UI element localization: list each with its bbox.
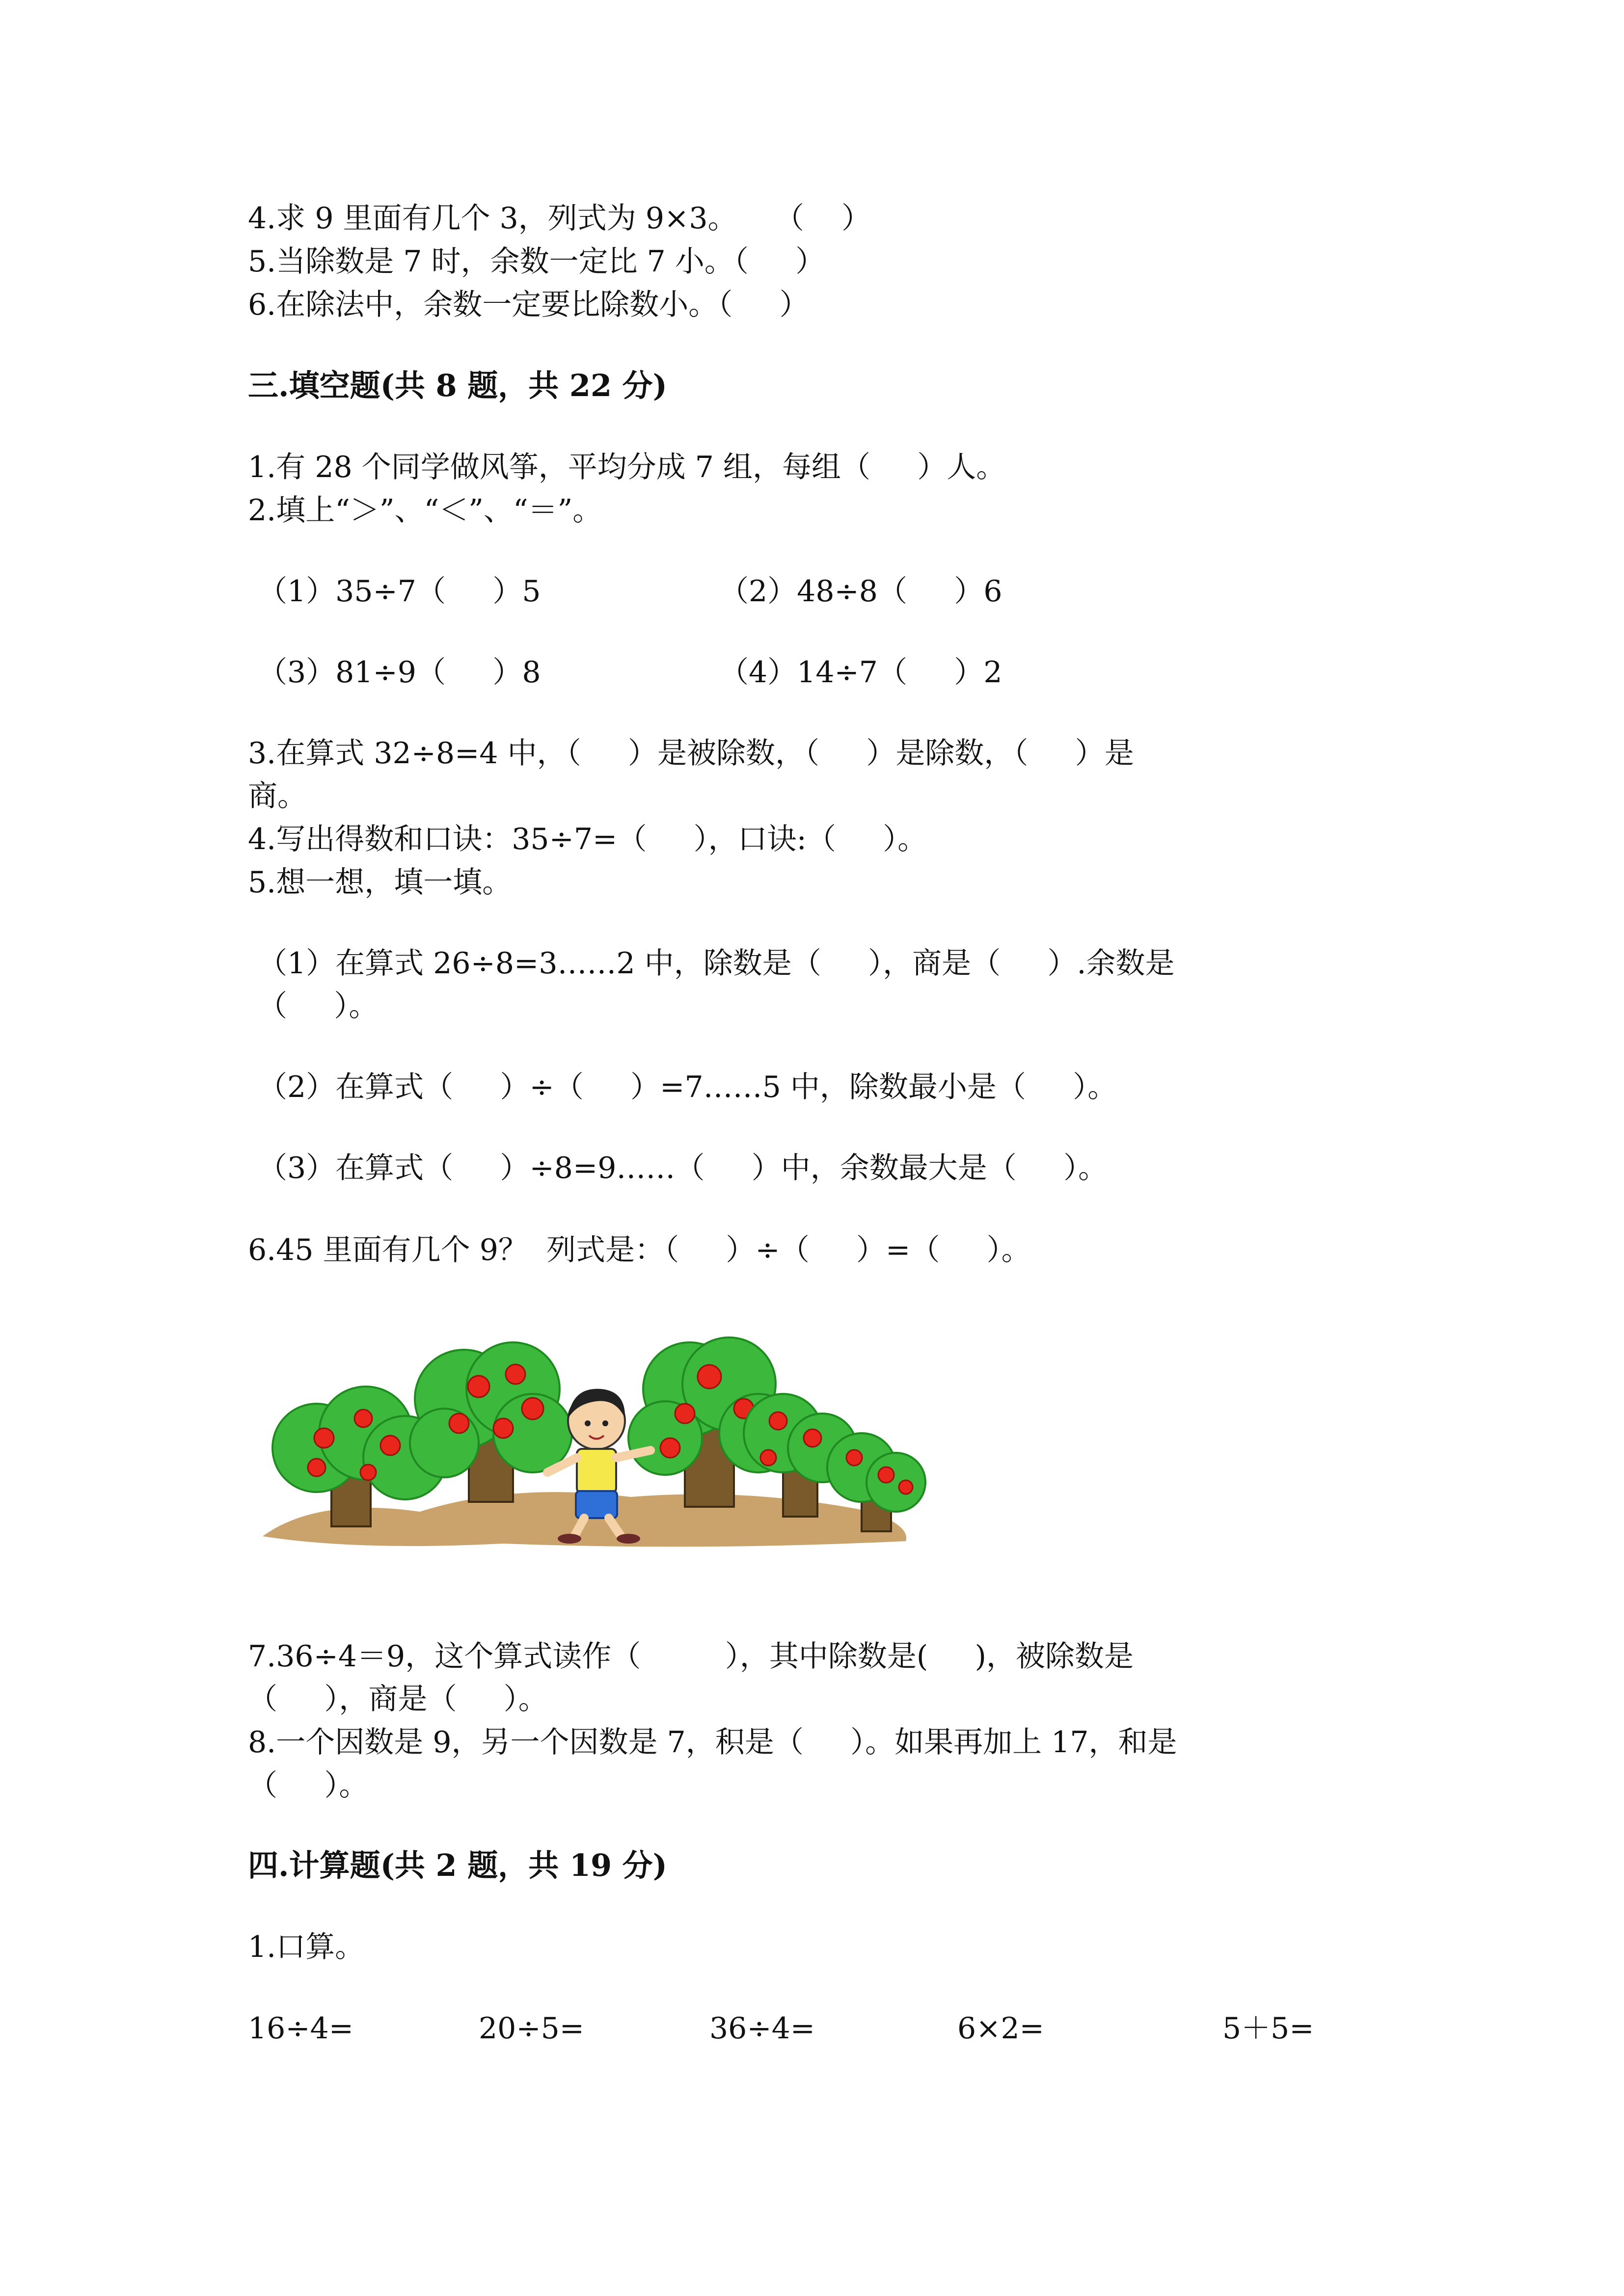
fill-q3-line2: 商。: [248, 779, 307, 813]
fill-q5-part2: （2）在算式（ ）÷（ ）=7……5 中，除数最小是（ ）。: [258, 1070, 1117, 1104]
mental-math-4: 6×2=: [957, 2011, 1044, 2046]
fill-q7-line2: （ ），商是（ ）。: [248, 1682, 548, 1716]
judge-item-6: 6.在除法中，余数一定要比除数小。（ ）: [248, 288, 809, 322]
fill-q5-part3: （3）在算式（ ）÷8=9……（ ）中，余数最大是（ ）。: [258, 1151, 1108, 1185]
mental-math-3: 36÷4=: [709, 2011, 815, 2046]
fill-q5-part1-line2: （ ）。: [258, 989, 379, 1023]
fill-q8-line2: （ ）。: [248, 1768, 369, 1803]
fill-q3-line1: 3.在算式 32÷8=4 中，（ ）是被除数，（ ）是除数，（ ）是: [248, 736, 1134, 771]
judge-item-4: 4.求 9 里面有几个 3，列式为 9×3。 （ ）: [248, 201, 871, 236]
fill-q8-line1: 8.一个因数是 9，另一个因数是 7，积是（ ）。如果再加上 17，和是: [248, 1725, 1177, 1760]
judge-item-5: 5.当除数是 7 时，余数一定比 7 小。（ ）: [248, 244, 825, 279]
mental-math-2: 20÷5=: [479, 2011, 585, 2046]
section-3-title: 三.填空题(共 8 题，共 22 分): [248, 368, 668, 403]
fill-q6: 6.45 里面有几个 9？ 列式是：（ ）÷（ ）=（ ）。: [248, 1233, 1031, 1267]
fill-q1: 1.有 28 个同学做风筝，平均分成 7 组，每组（ ）人。: [248, 450, 1006, 484]
mental-math-5: 5＋5=: [1222, 2011, 1314, 2046]
compare-2: （2）48÷8（ ）6: [719, 574, 1002, 609]
section-4-title: 四.计算题(共 2 题，共 19 分): [248, 1847, 668, 1883]
fill-q5-part1-line1: （1）在算式 26÷8=3……2 中，除数是（ ），商是（ ）.余数是: [258, 946, 1175, 981]
compare-1: （1）35÷7（ ）5: [258, 574, 541, 609]
fill-q4: 4.写出得数和口诀：35÷7=（ ），口诀:（ ）。: [248, 822, 927, 856]
compare-4: （4）14÷7（ ）2: [719, 655, 1002, 690]
fill-q2: 2.填上“＞”、“＜”、“＝”。: [248, 493, 602, 528]
compare-3: （3）81÷9（ ）8: [258, 655, 541, 690]
fill-q5: 5.想一想，填一填。: [248, 865, 512, 900]
apple-orchard-illustration: [258, 1335, 945, 1556]
fill-q7-line1: 7.36÷4＝9，这个算式读作（ ），其中除数是( )，被除数是: [248, 1639, 1134, 1674]
mental-math-1: 16÷4=: [248, 2011, 354, 2046]
calc-q1: 1.口算。: [248, 1930, 365, 1964]
